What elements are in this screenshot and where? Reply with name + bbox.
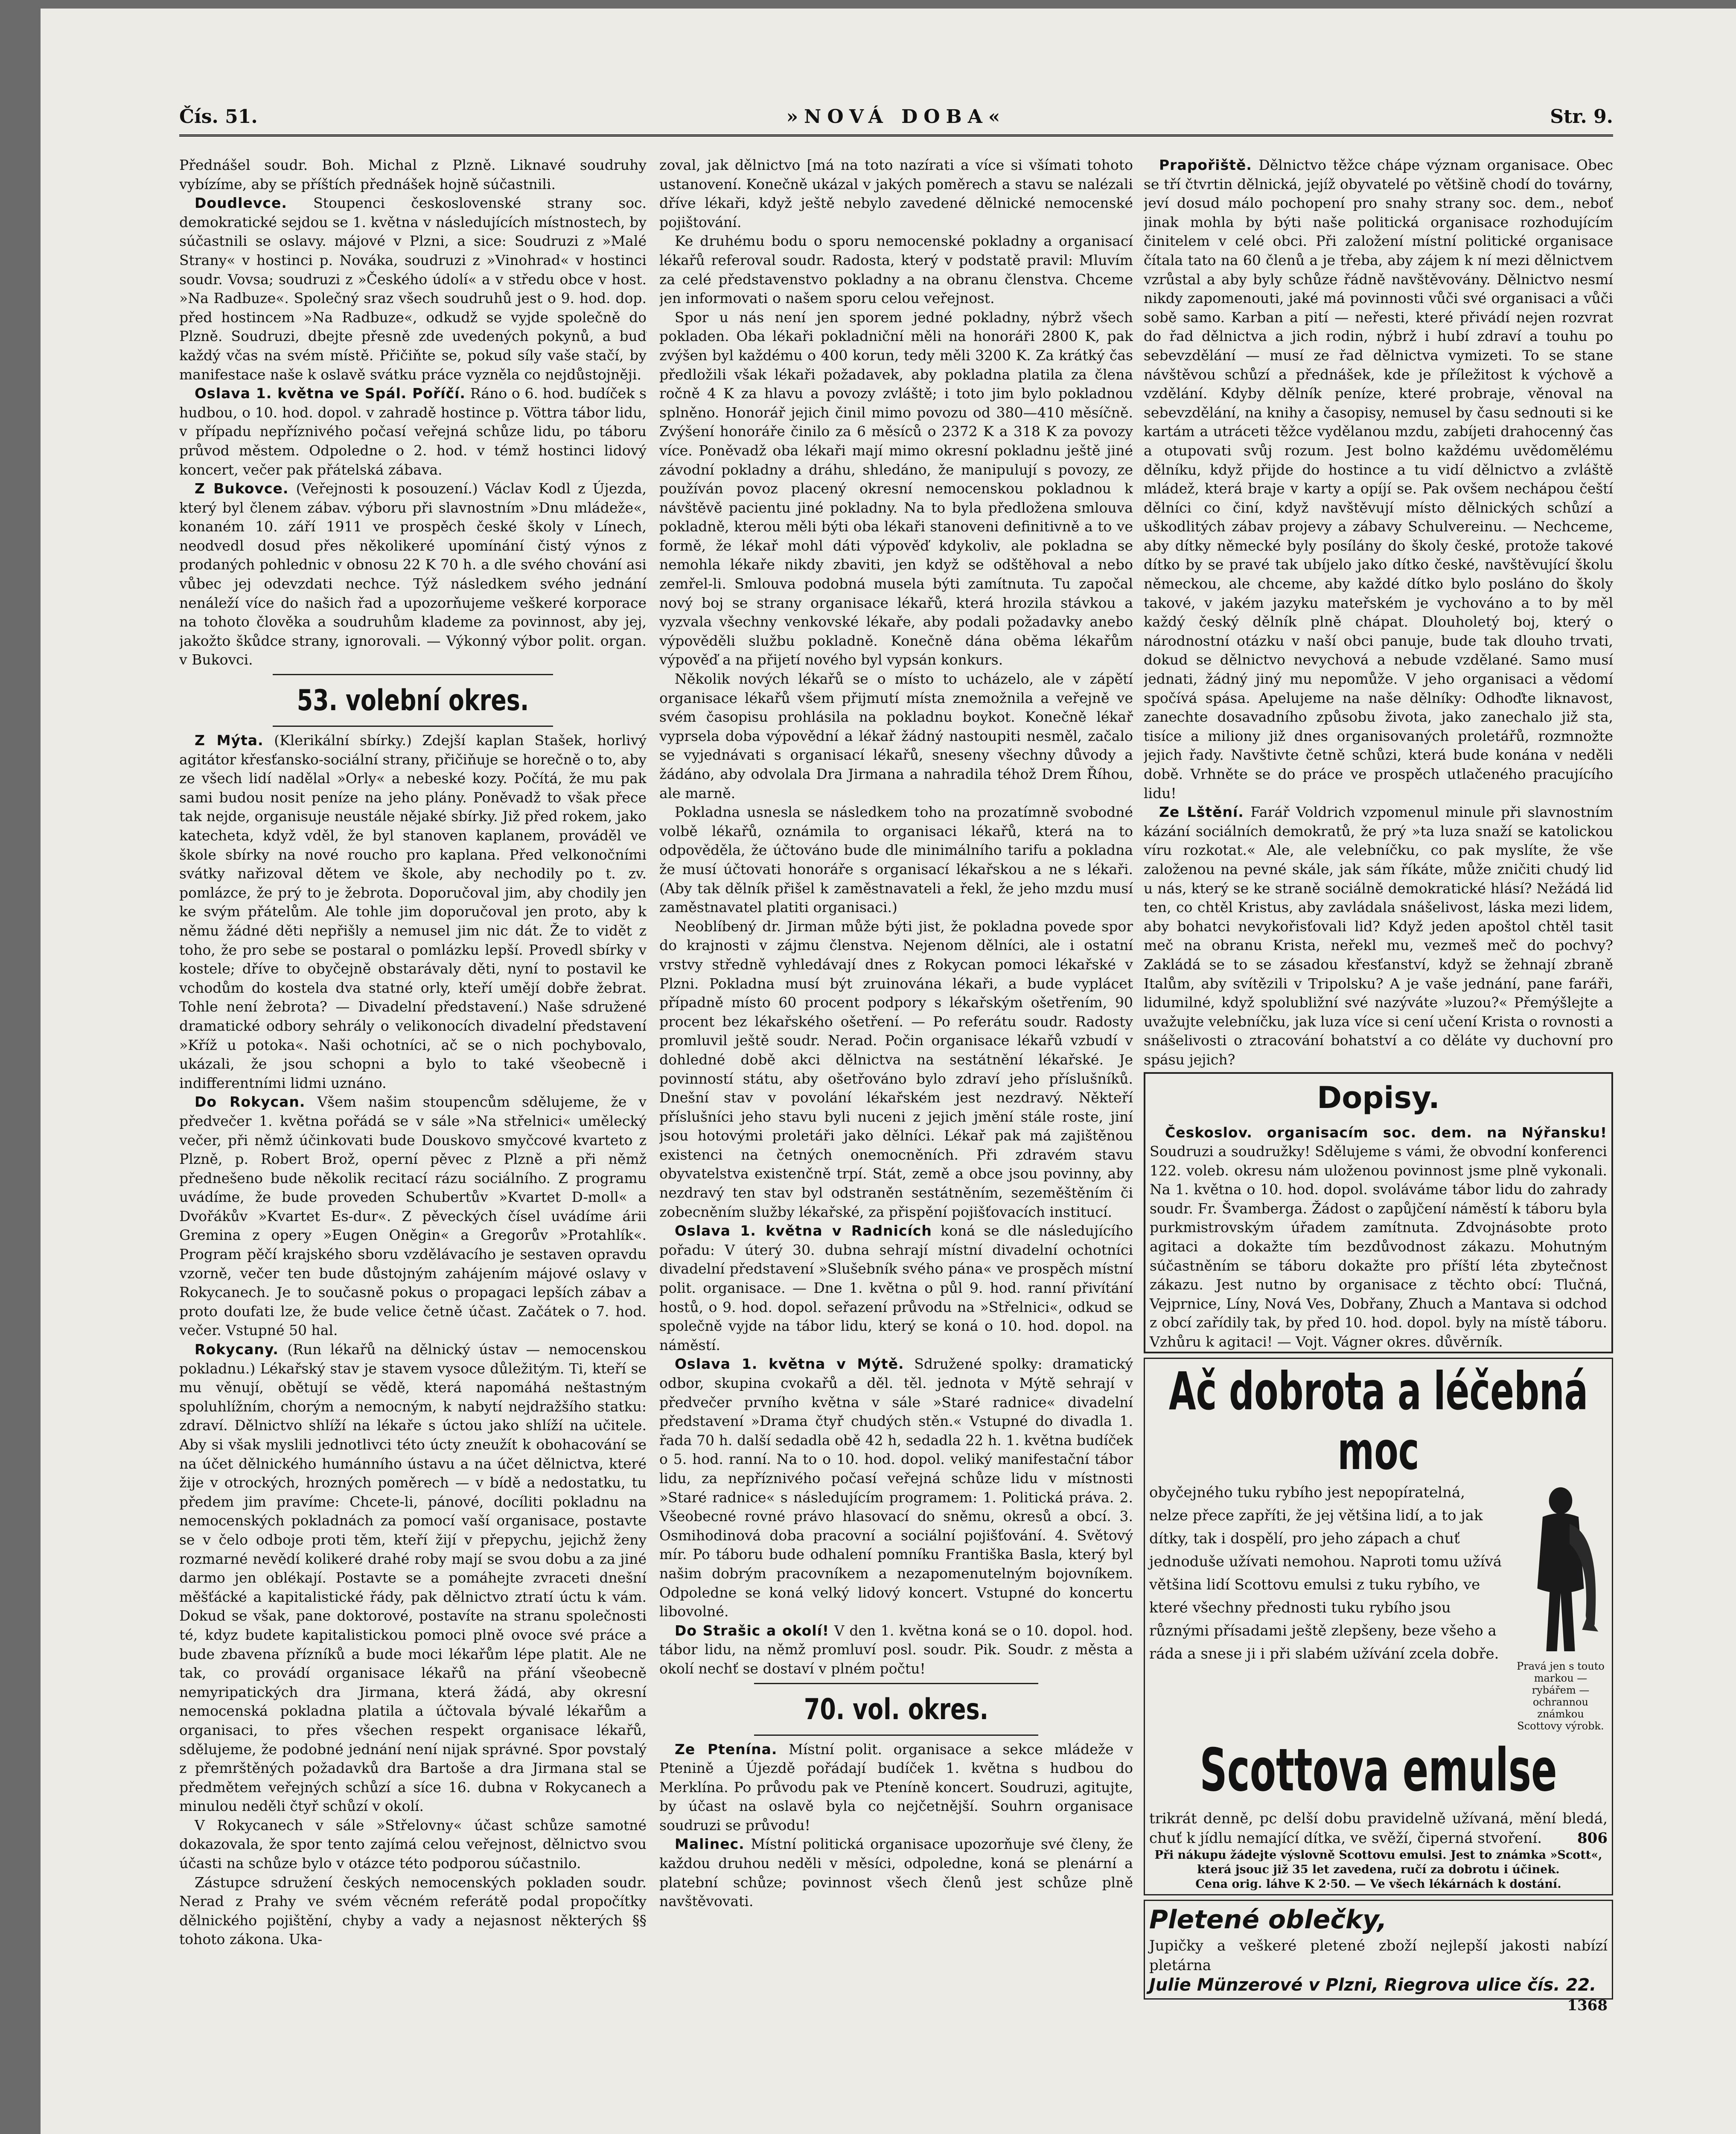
article-text: Neoblíbený dr. Jirman může býti jist, že pokladna povede spor do krajnosti v zájmu členstva. Nejenom dělníci, ale i ostatní vrstvy středně vyhledávají dnes z Rokycan pomoci lékařské v Plzni. Pokladna musí být zruinována lékaři, a bude vyplácet případně místo 60 procent podpory s lékařským ošetřením, 90 procent bez lékařského ošetření. — Po referátu soudr. Radosty promluvil ještě soudr. Nerad. Počin organisace lékařů vzbudí v dohledné době akci dělnictva na sestátnění lékařské. Je povinností státu, aby ošetřováno bylo zdraví jeho příslušníků. Dnešní stav v povolání lékařském jest nezdravý. Někteří příslušníci jeho stavu byli nuceni z jejich jmění stále roste, jiní jsou hotovými proletáři jako dělníci. Lékař pak má zajištěnou existenci na četných onemocněních. Při zdravém stavu obyvatelstva existenčně trpí. Stát, země a obce jsou povinny, aby nezdravý ten stav byl odstraněn sestátněním, sezeměštěním či zobecněním služby lékařské, za přispění pojišťovacích institucí. bbox=[659, 918, 1133, 1220]
letters-article bbox=[1150, 1123, 1607, 1352]
article-text: Zástupce sdružení českých nemocenských pokladen soudr. Nerad z Prahy ve svém věcném referátě podal propočítky dělnického pojištění, chyby a vady a nejasnost některých §§ tohoto zákona. Uka- bbox=[179, 1874, 647, 1948]
article-text: (Veřejnosti k posouzení.) Václav Kodl z Újezda, který byl členem zábav. výboru při slavnostním »Dnu mládeže«, konaném 10. září 1911 ve prospěch české školy v Línech, neodvedl dosud přes několikeré upomínání čistý výnos z prodaných pohlednic v obnosu 22 K 70 h. a dle svého chování asi vůbec jej odevzdati nechce. Týž následkem svého jednání nenáleží více do našich řad a upozorňujeme veškeré korporace na tohoto člověka a soudruhům klademe za povinnost, aby jej, jakožto škůdce strany, ignorovali. — Výkonný výbor polit. organ. v Bukovci. bbox=[179, 480, 647, 668]
column-3-articles bbox=[1144, 156, 1613, 1070]
column-1 bbox=[179, 156, 647, 2134]
article-lead: Českoslov. organisacím soc. dem. na Nýřansku! bbox=[1165, 1124, 1607, 1141]
article-lead: Oslava 1. května v Radnicích bbox=[675, 1222, 932, 1239]
article-lead: Rokycany. bbox=[195, 1341, 279, 1358]
letters-heading: Dopisy. bbox=[1317, 1080, 1440, 1115]
advertisement-knitwear bbox=[1144, 1900, 1613, 2014]
article-text: Pokladna usnesla se následkem toho na prozatímně svobodné volbě lékařů, oznámila to organisaci lékařů, která na to odpověděla, že účtováno bude dle minimálního tarifu a pokladna že musí účtovati honoráře s organisací lékařskou a ne s lékaři. (Aby tak dělník přišel k zaměstnavateli a řekl, že jeho mzdu musí zaměstnavatel platiti organisaci.) bbox=[659, 804, 1133, 916]
article-paragraph bbox=[179, 156, 647, 194]
article-paragraph bbox=[179, 1340, 647, 1816]
article-paragraph bbox=[659, 308, 1133, 670]
article-text: Stoupenci československé strany soc. demokratické sejdou se 1. května v následujících místnostech, by súčastnili se oslavy. májové v Plzni, a sice: Soudruzi z »Malé Strany« v hostinci p. Nováka, soudruzi z »Vinohrad« v hostinci soudr. Vovsa; soudruzi z »Českého údolí« a v středu obce v host. »Na Radbuze«. Společný sraz všech soudruhů jest o 9. hod. dop. před hostincem »Na Radbuze«, odkudž se vyjde společně do Plzně. Soudruzi, dbejte přesně zde uvedených pokynů, a buď každý včas na svém místě. Přičiňte se, pokud síly vaše stačí, by manifestace naše k oslavě svátku práce vyzněla co nejdůstojněji. bbox=[179, 195, 647, 383]
article-paragraph bbox=[179, 1816, 647, 1873]
article-lead: Z Mýta. bbox=[195, 732, 264, 749]
ad2-address: Julie Münzerové v Plzni, Riegrova ulice čís. 22. bbox=[1149, 1975, 1596, 1995]
article-text: (Klerikální sbírky.) Zdejší kaplan Stašek, horlivý agitátor křesťansko-sociální strany, přičiňuje se horečně o to, aby ze všech lidí nadělal »Orly« a nebeské kozy. Počítá, že mu pak sami budou nosit peníze na jeho plány. Poněvadž to však přece tak nejde, organisuje neustále nějaké sbírky. Již před rokem, jako katecheta, když vděl, že byl stanoven kaplanem, prováděl ve škole sbírky na nové roucho pro kaplana. Před velkonočními svátky nařizoval dětem ve škole, aby nechodily po t. zv. pomlázce, že prý to je žebrota. Doporučoval jim, aby chodily jen ke svým přátelům. Ale tohle jim doporučoval jen proto, aby k němu žádné děti nepřišly a nemusel jim nic dát. Že to vidět z toho, že pro sebe se postaral o pomlázku lepší. Provedl sbírky v kostele; dříve to obyčejně obstarávaly děti, nyní to postavil ke vchodům do kostela dva statné orly, kteří umějí dobře žebrat. Tohle není žebrota? — Divadelní představení.) Naše sdružené dramatické odbory sehrály o velikonocích divadelní představení »Kříž u potoka«. Naši ochotníci, ač se o nich pochybovalo, ukázali, že jsou schopni a bylo to také všeobecně i indifferentními lidmi uznáno. bbox=[179, 732, 647, 1091]
newspaper-title: »NOVÁ DOBA« bbox=[786, 106, 1006, 128]
ad2-number: 1368 bbox=[1567, 1997, 1608, 2014]
column-1-articles bbox=[179, 156, 647, 670]
ad-number: 806 bbox=[1577, 1829, 1608, 1847]
article-text: Všem našim stoupencům sdělujeme, že v předvečer 1. května pořádá se v sále »Na střelnici« umělecký večer, při němž účinkovati bude Douskovo smyčcové kvarteto z Plzně, p. Robert Brož, operní pěvec z Plzně a při němž přednešeno bude několik recitací rázu sociálního. Z programu uvádíme, že bude proveden Schubertův »Kvartet D-moll« a Dvořákův »Kvartet Es-dur«. Z pěveckých čísel uvádíme árii Gremina z opery »Eugen Oněgin« a Gregorův »Protahlík«. Program pěčí krajského sboru vzdělávacího je sestaven opravdu vzorně, večer ten bude důstojným zahájením májové oslavy v Rokycanech. Je to současně pokus o propagaci lepších zábav a proto doufati lze, že bude velice četně účast. Začátek o 7. hod. večer. Vstupné 50 hal. bbox=[179, 1093, 647, 1339]
column-2-articles bbox=[659, 156, 1133, 1679]
article-text: Spor u nás není jen sporem jedné pokladny, nýbrž všech pokladen. Oba lékaři pokladniční měli na honoráři 2800 K, pak zvýšen byl každému o 400 korun, tedy měli 3200 K. Za krátký čas předložili však lékaři požadavek, aby pokladna platila za člena ročně 4 K za hlavu a povozy zvláště; i toto jim bylo pokladnou splněno. Honorář jejich činil mimo povozu od 380—410 měsíčně. Zvýšení honoráře činilo za 6 měsíců o 2372 K a 318 K za povozy více. Poněvadž oba lékaři mají mimo okresní pokladnu ještě jiné závodní pokladny a dráhu, shledáno, že manipulují s povozy, ze používán povoz placený okresní nemocenskou pokladnou k návštěvě pacientu jiné pokladny. Na to byla předložena smlouva pokladně, kterou měli býti oba lékaři stanoveni definitivně a to ve formě, že lékař mohl dáti výpověď kdykoliv, ale pokladna se nemohla lékaře nikdy zbaviti, jen když se odštěhoval a nebo zemřel-li. Smlouva podobná musela býti zamítnuta. Tu započal nový boj se strany organisace lékařů, která hrozila stávkou a vyzvala všechny venkovské lékaře, aby podali požadavky anebo výpověděli službu pokladně. Konečně dána oběma lékařům výpověď a na přijetí nového byl vypsán konkurs. bbox=[659, 309, 1133, 668]
article-paragraph bbox=[659, 232, 1133, 308]
article-text: V Rokycanech v sále »Střelovny« účast schůze samotné dokazovala, že spor tento zajímá celou veřejnost, dělnictvo svou účasti na schůze bylo v otázce této podporou súčastnilo. bbox=[179, 1816, 647, 1872]
article-lead: Ze Lštění. bbox=[1159, 804, 1244, 821]
advertisement-scott bbox=[1144, 1358, 1613, 1895]
article-paragraph bbox=[659, 1222, 1133, 1355]
ad-body bbox=[1149, 1481, 1608, 1732]
ad2-address-line bbox=[1149, 1975, 1608, 2014]
ad2-headline: Pletené oblečky, bbox=[1149, 1904, 1387, 1935]
article-paragraph bbox=[1144, 803, 1613, 1069]
article-paragraph bbox=[179, 1093, 647, 1340]
article-paragraph bbox=[659, 670, 1133, 803]
article-lead: Oslava 1. května v Mýtě. bbox=[675, 1356, 904, 1373]
article-paragraph bbox=[179, 731, 647, 1093]
article-text: Ráno o 6. hod. budíček s hudbou, o 10. hod. dopol. v zahradě hostince p. Vöttra tábor lidu, v případu nepříznivého počasí veřejná schůze lidu, po táboru průvod městem. Odpoledne o 2. hod. v témž hostinci lidový koncert, večer pak přátelská zábava. bbox=[179, 385, 647, 478]
article-lead: Prapořiště. bbox=[1159, 157, 1252, 173]
article-text: Dělnictvo těžce chápe význam organisace. Obec se tří čtvrtin dělnická, jejíž obyvatelé po většině chodí do továrny, jeví dosud málo pochopení pro snahy strany soc. dem., neboť jinak mohla by býti naše politická organisace rozhodujícím činitelem v celé obci. Při založení místní politické organisace čítala tato na 60 členů a je třeba, aby zájem k ní mezi dělnictvem vzrůstal a aby byly schůze řádně navštěvovány. Dělnictvo nesmí nikdy zapomenouti, jaké má povinnosti vůči své organisaci a vůči sobě samo. Karban a pití — neřesti, které přivádí nejen rozvrat do řad dělnictva a jich rodin, nýbrž i hubí zdraví a touhu po sebevzdělání — musí ze řad dělnictva vymizeti. To se stane návštěvou schůzí a přednášek, kde je příležitost k výchově a vzdělání. Kdyby dělník peníze, které probraje, věnoval na sebevzdělání, na knihy a časopisy, nemusel by času sednouti si ke kartám a utráceti těžce vydělanou mzdu, zabíjeti drahocenný čas a otupovati svůj rozum. Jest bolno každému uvědomělému dělníku, když přijde do hostince a tu vidí dělnictvo a zvláště mládež, která braje v karty a opíjí se. Pak ovšem nechápou čeští dělníci co činí, když navštěvují místo dělnických schůzí a uškodlitých zábav projevy a zábavy Schulvereinu. — Nechceme, aby dítky německé byly posílány do školy české, protože takové dítko by se pravé tak ubíjelo jako dítko české, navštěvující školu německou, ale chceme, aby každé dítko bylo posláno do školy takové, v jakém jazyku mateřském je vychováno a to by měl každý český dělník plně chápat. Dlouholetý boj, který o národnostní otázku v naší obci panuje, bude tak dlouho trvati, dokud se dělnictvo nevychová a nebude vzdělané. Samo musí jednati, žádný jiný mu nepomůže. V jeho organisaci a vědomí spočívá spása. Apelujeme na naše dělníky: Odhoďte liknavost, zanechte dosavadního způsobu života, jako zanechalo již sta, tisíce a miliony již dnes organisovaných proletářů, rozmnožte jejich řady. Navštivte četně schůzi, která bude konána v neděli době. Vrhněte se do práce ve prospěch utlačeného pracujícího lidu! bbox=[1144, 157, 1613, 802]
article-text: (Run lékařů na dělnický ústav — nemocenskou pokladnu.) Lékařský stav je stavem vysoce důležitým. Ti, kteří se mu věnují, obětují se vědě, která napomáhá neštastným spoluhlížním, chorým a nemocným, k nabytí nejdražšího statku: zdraví. Dělnictvo shlíží na lékaře s úctou jako shlíží na učitele. Aby si však myslili jednotlivci této úcty zneužít k obohacování se na účet dělnického humánního ústavu a na účet dělnictva, které žije v otrockých, hrozných poměrech — v bídě a nedostatku, tu předem jim pravíme: Chcete-li, pánové, docíliti pokladnu na nemocenských pokladnách za pomocí vaší organisace, postavte se v čelo odboje proti těm, kteří žijí v přepychu, jejichž ženy rozmarné nevědí kolikeré drahé roby mají se svou dobu a za jiné darmo jen oblékají. Postavte se a pomáhejte zvraceti dnešní měšťácké a kapitalistické řády, pak dělnictvo ztratí úctu k vám. Dokud se však, pane doktorové, postavíte na stranu společnosti té, kdyz budete kapitalistickou pomoci plně ovoce své práce a bude zbavena přízníků a bude moci lékařům lépe platit. Ale ne tak, co provádí organisace lékařů na přání všeobecně nemyripatických dra Jirmana, která žádá, aby okresní nemocenská pokladna platila a účtovala bývalé lékařům a organisaci, to přes všechen respekt organisace lékařů, sdělujeme, že podobné jednání není nijak správné. Spor povstalý z přemrštěných požadavků dra Bartoše a dra Jirmana stal se předmětem veřejných schůzí a síce 16. dubna v Rokycanech a minulou neděli čtyř schůzí v okolí. bbox=[179, 1341, 647, 1815]
ad-figure bbox=[1514, 1481, 1608, 1732]
article-paragraph bbox=[659, 156, 1133, 232]
article-text: Soudruzi a soudružky! Sdělujeme s vámi, že obvodní konferenci 122. voleb. okresu nám uloženou povinnost jsme plně vykonali. Na 1. května o 10. hod. dopol. svoláváme tábor lidu do zahrady soudr. Fr. Švamberga. Žádost o zapůjčení náměstí k táboru byla purkmistrovským úřadem zamítnuta. Zdvojnásobte proto agitaci a dokažte tím bezdůvodnost zákazu. Mohutným súčastněním se táboru dokažte pro příští léta zbytečnost zákazu. Jest nutno by organisace z těchto obcí: Tlučná, Vejprnice, Líny, Nová Ves, Dobřany, Zhuch a Mantava si odchod z obcí zařídily tak, by před 10. hod. dopol. byly na místě táboru. Vzhůru k agitaci! — Vojt. Vágner okres. důvěrník. bbox=[1150, 1143, 1607, 1350]
header-rule bbox=[179, 134, 1613, 137]
article-text: Farář Voldrich vzpomenul minule při slavnostním kázání sociálních demokratů, že prý »ta luza snaží se katolickou víru rozkotat.« Ale, ale velebníčku, co pak myslíte, že vše založenou na pevné skále, jak sám říkáte, může zničiti chudý lid u nás, který se ke straně sociálně demokratické hlásí? Nežádá lid ten, co chtěl Kristus, aby zavládala snášelivost, láska mezi lidem, aby bohatci nevykořisťovali lid? Když jeden apoštol chtěl tasit meč na obranu Krista, neřekl mu, vezmeš meč do pochvy? Zakládá se to se zásadou křesťanství, když se žehnají zbraně Italům, aby svítězili v Tripolsku? A je vaše jednání, pane faráři, lidumilné, když spolubližní své nazýváte »luzou?« Přemýšlejte a uvažujte velebníčku, jak luza více si cení učení Krista o rovnosti a snášelivosti o ztracování bohatství a co děláte vy duchovní pro spásu jejich? bbox=[1144, 804, 1613, 1068]
column-2b-articles bbox=[659, 1740, 1133, 1911]
article-paragraph bbox=[659, 917, 1133, 1222]
section-heading-70: 70. vol. okres. bbox=[804, 1692, 989, 1726]
column-3 bbox=[1144, 156, 1613, 2134]
page-header bbox=[179, 106, 1613, 131]
article-text: zoval, jak dělnictvo [má na toto nazírati a více si všímati tohoto ustanovení. Konečně ukázal v jakých poměrech a stavu se nalézali dříve lékaři, když ještě nebylo zavedené dělnické nemocenské pojištování. bbox=[659, 157, 1133, 230]
ad-footer-sentence: trikrát denně, pc delší dobu pravidelně užívaná, mění bledá, chuť k jídlu nemající dítka, ve svěží, čiperná stvoření. bbox=[1149, 1810, 1608, 1847]
ad-price: Cena orig. láhve K 2·50. — Ve všech lékárnách k dostání. bbox=[1195, 1877, 1561, 1891]
ad-brand-name: Scottova emulse bbox=[1200, 1735, 1557, 1805]
divider bbox=[754, 1683, 1038, 1684]
article-text: Přednášel soudr. Boh. Michal z Plzně. Liknavé soudruhy vybízíme, aby se příštích přednášek hojně súčastnili. bbox=[179, 157, 647, 192]
article-paragraph bbox=[1144, 156, 1613, 803]
column-1b-articles bbox=[179, 731, 647, 1949]
article-paragraph bbox=[659, 1355, 1133, 1621]
article-paragraph bbox=[659, 1621, 1133, 1679]
article-lead: Doudlevce. bbox=[195, 195, 287, 212]
article-text: koná se dle následujícího pořadu: V úterý 30. dubna sehrají místní divadelní ochotníci divadelní představení »Slušebník svého pána« ve prospěch místní polit. organisace. — Dne 1. května o půl 9. hod. ranní přivítání hostů, o 9. hod. dopol. seřazení průvodu na »Střelnici«, odkud se společně vyjde na tábor lidu, který se koná o 10. hod. dopol. na náměstí. bbox=[659, 1222, 1133, 1353]
article-paragraph bbox=[179, 384, 647, 479]
article-text: Místní polit. organisace a sekce mládeže v Ptenině a Újezdě pořádají budíček 1. května s hudbou do Merklína. Po průvodu pak ve Pteníně koncert. Soudruzi, agitujte, by účast na oslavě byla co nejčetnější. Souhrn organisace soudruzi se průvodu! bbox=[659, 1740, 1133, 1834]
divider bbox=[754, 1735, 1038, 1736]
article-lead: Malinec. bbox=[675, 1836, 745, 1853]
article-lead: Do Strašic a okolí! bbox=[675, 1622, 830, 1639]
letters-box bbox=[1144, 1072, 1613, 1353]
article-paragraph bbox=[179, 194, 647, 384]
article-paragraph bbox=[659, 1835, 1133, 1911]
newspaper-page bbox=[41, 9, 1736, 2134]
article-text: Místní politická organisace upozorňuje své členy, že každou druhou neděli v měsíci, odpoledne, koná se plenární a platební schůze; povinnost všech členů jest schůze plně navštěvovati. bbox=[659, 1836, 1133, 1910]
ad2-text: Jupičky a veškeré pletené zboží nejlepší jakosti nabízí pletárna bbox=[1149, 1937, 1608, 1974]
article-lead: Z Bukovce. bbox=[195, 480, 289, 497]
ad-text: obyčejného tuku rybího jest nepopíratelná, nelze přece zapříti, že jej většina lidí, a to jak dítky, tak i dospělí, pro jeho zápach a chuť jednoduše užívati nemohou. Naproti tomu užívá většina lidí Scottovu emulsi z tuku rybího, ve které všechny přednosti tuku rybího jsou různými přísadami ještě zlepšeny, beze všeho a ráda a snese ji i při slabém užívání zcela dobře. bbox=[1149, 1484, 1502, 1662]
article-text: Sdružené spolky: dramatický odbor, skupina cvokařů a děl. těl. jednota v Mýtě sehrají v předvečer prvního května v sále »Staré radnice« divadelní představení »Drama čtyř chudých stěn.« Vstupné do divadla 1. řada 70 h. další sedadla obě 42 h, sedadla 22 h. 1. května budíček o 5. hod. ranní. Na to o 10. hod. dopol. veliký manifestační tábor lidu, za nepříznivého počasí veřejná schůze lidu v místnosti »Staré radnice« s následujícím programem: 1. Politická práva. 2. Všeobecné rovné právo hlasovací do sněmu, okresů a obcí. 3. Osmihodinová doba pracovní a sociální pojišťování. 4. Světový mír. Po táboru bude odhalení pomníku Františka Basla, který byl našim dobrým pracovníkem a nezapomenutelným bojovníkem. Odpoledne se koná velký lidový koncert. Vstupné do koncertu libovolné. bbox=[659, 1356, 1133, 1620]
ad-figure-caption: Pravá jen s touto markou — rybářem — ochrannou známkou Scottovy výrobk. bbox=[1517, 1660, 1605, 1732]
article-paragraph bbox=[659, 1740, 1133, 1835]
article-text: V den 1. května koná se o 10. dopol. hod. tábor lidu, na němž promluví posl. soudr. Pik. Soudr. z města a okolí nechť se dostaví v plném počtu! bbox=[659, 1622, 1133, 1677]
article-paragraph bbox=[659, 803, 1133, 917]
ad-footer-text bbox=[1149, 1809, 1608, 1848]
page-number: Str. 9. bbox=[1550, 106, 1613, 128]
ad-small-print: Při nákupu žádejte výslovně Scottovu emulsi. Jest to známka »Scott«, která jsouc již 35 let zavedena, ručí za dobrotu i účinek. bbox=[1154, 1848, 1602, 1876]
divider bbox=[273, 726, 553, 727]
article-text: Několik nových lékařů se o místo to ucházelo, ale v zápětí organisace lékařů všem přijmutí místa znemožnila a veřejně ve svém časopisu prohlásila na pokladnu boykot. Konečně lékař vyprsela doba výpovědní a lékař žádný nastoupiti nesměl, začalo se vyjednávati s organisací lékařů, sneseny všechny důvody a žádáno, aby odvolala Dra Jirmana a nahradila téhož Drem Říhou, ale marně. bbox=[659, 671, 1133, 802]
article-paragraph bbox=[179, 479, 647, 670]
divider bbox=[273, 674, 553, 675]
article-text: Ke druhému bodu o sporu nemocenské pokladny a organisací lékařů referoval soudr. Radosta, který v podstatě pravil: Mluvím za celé představenstvo pokladny a na obranu členstva. Chceme jen informovati o našem sporu celou veřejnost. bbox=[659, 233, 1133, 307]
column-2 bbox=[659, 156, 1133, 2134]
ad-headline: Ač dobrota a léčebná moc bbox=[1168, 1361, 1588, 1481]
article-lead: Do Rokycan. bbox=[195, 1093, 306, 1111]
article-paragraph bbox=[179, 1873, 647, 1949]
issue-number: Čís. 51. bbox=[179, 106, 258, 128]
article-lead: Oslava 1. května ve Spál. Poříčí. bbox=[195, 385, 466, 402]
article-lead: Ze Ptenína. bbox=[675, 1740, 778, 1758]
fisherman-trademark-icon bbox=[1516, 1481, 1605, 1660]
section-heading-53: 53. volební okres. bbox=[297, 684, 529, 718]
